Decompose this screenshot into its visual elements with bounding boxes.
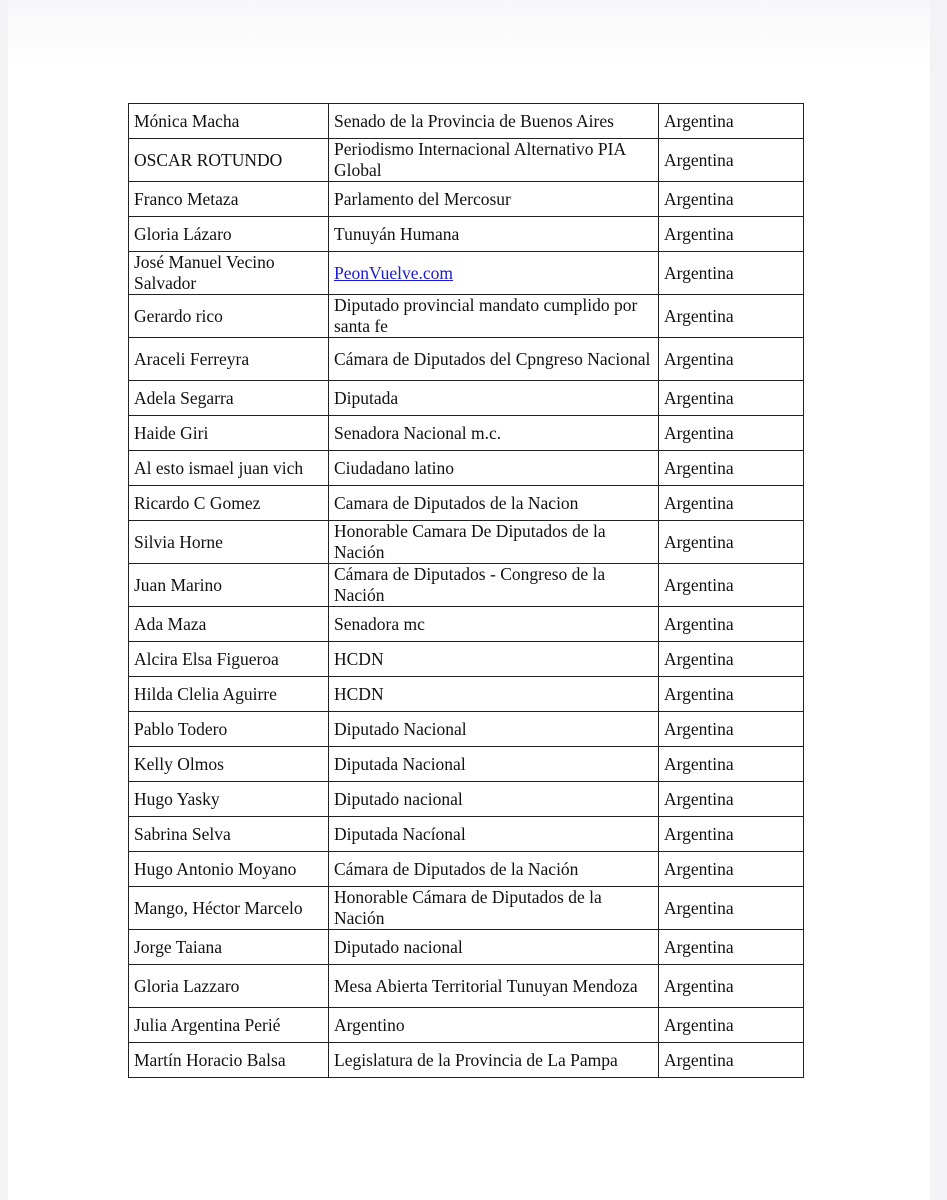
country-cell: Argentina bbox=[659, 139, 804, 182]
organization-cell: Legislatura de la Provincia de La Pampa bbox=[329, 1043, 659, 1078]
organization-cell: Ciudadano latino bbox=[329, 451, 659, 486]
country-cell: Argentina bbox=[659, 252, 804, 295]
name-cell: Mónica Macha bbox=[129, 104, 329, 139]
table-row bbox=[129, 451, 804, 486]
country-cell: Argentina bbox=[659, 930, 804, 965]
peonvuelve-link[interactable]: PeonVuelve.com bbox=[334, 262, 453, 283]
signatories-table bbox=[128, 103, 804, 1078]
table-row bbox=[129, 521, 804, 564]
name-cell: Mango, Héctor Marcelo bbox=[129, 887, 329, 930]
country-cell: Argentina bbox=[659, 747, 804, 782]
organization-cell: Senado de la Provincia de Buenos Aires bbox=[329, 104, 659, 139]
organization-cell: Honorable Cámara de Diputados de la Nación bbox=[329, 887, 659, 930]
country-cell: Argentina bbox=[659, 217, 804, 252]
table-row bbox=[129, 381, 804, 416]
organization-cell: Senadora Nacional m.c. bbox=[329, 416, 659, 451]
name-cell: Pablo Todero bbox=[129, 712, 329, 747]
name-cell: Juan Marino bbox=[129, 564, 329, 607]
country-cell: Argentina bbox=[659, 1008, 804, 1043]
table-row bbox=[129, 817, 804, 852]
country-cell: Argentina bbox=[659, 338, 804, 381]
organization-cell: Diputado Nacional bbox=[329, 712, 659, 747]
country-cell: Argentina bbox=[659, 416, 804, 451]
name-cell: Al esto ismael juan vich bbox=[129, 451, 329, 486]
name-cell: Franco Metaza bbox=[129, 182, 329, 217]
table-row bbox=[129, 852, 804, 887]
organization-cell: Camara de Diputados de la Nacion bbox=[329, 486, 659, 521]
name-cell: Gloria Lazzaro bbox=[129, 965, 329, 1008]
table-row bbox=[129, 747, 804, 782]
table-row bbox=[129, 139, 804, 182]
name-cell: Silvia Horne bbox=[129, 521, 329, 564]
country-cell: Argentina bbox=[659, 564, 804, 607]
table-row bbox=[129, 607, 804, 642]
country-cell: Argentina bbox=[659, 521, 804, 564]
name-cell: Araceli Ferreyra bbox=[129, 338, 329, 381]
name-cell: Gloria Lázaro bbox=[129, 217, 329, 252]
name-cell: Hugo Yasky bbox=[129, 782, 329, 817]
organization-cell: Cámara de Diputados del Cpngreso Nacional bbox=[329, 338, 659, 381]
organization-cell: Diputada Nacíonal bbox=[329, 817, 659, 852]
table-row bbox=[129, 965, 804, 1008]
country-cell: Argentina bbox=[659, 712, 804, 747]
table-row bbox=[129, 338, 804, 381]
table-row bbox=[129, 182, 804, 217]
country-cell: Argentina bbox=[659, 677, 804, 712]
table-row bbox=[129, 564, 804, 607]
name-cell: Hugo Antonio Moyano bbox=[129, 852, 329, 887]
organization-cell: Senadora mc bbox=[329, 607, 659, 642]
organization-cell: Tunuyán Humana bbox=[329, 217, 659, 252]
name-cell: Ricardo C Gomez bbox=[129, 486, 329, 521]
name-cell: José Manuel Vecino Salvador bbox=[129, 252, 329, 295]
organization-cell: Honorable Camara De Diputados de la Nación bbox=[329, 521, 659, 564]
name-cell: Gerardo rico bbox=[129, 295, 329, 338]
table-row bbox=[129, 217, 804, 252]
country-cell: Argentina bbox=[659, 1043, 804, 1078]
table-row bbox=[129, 1008, 804, 1043]
country-cell: Argentina bbox=[659, 486, 804, 521]
country-cell: Argentina bbox=[659, 817, 804, 852]
country-cell: Argentina bbox=[659, 295, 804, 338]
table-row bbox=[129, 1043, 804, 1078]
organization-cell: HCDN bbox=[329, 642, 659, 677]
country-cell: Argentina bbox=[659, 887, 804, 930]
table-row bbox=[129, 930, 804, 965]
country-cell: Argentina bbox=[659, 607, 804, 642]
organization-cell: Cámara de Diputados de la Nación bbox=[329, 852, 659, 887]
country-cell: Argentina bbox=[659, 381, 804, 416]
organization-cell: Diputada Nacional bbox=[329, 747, 659, 782]
name-cell: Jorge Taiana bbox=[129, 930, 329, 965]
name-cell: Hilda Clelia Aguirre bbox=[129, 677, 329, 712]
table-row bbox=[129, 782, 804, 817]
country-cell: Argentina bbox=[659, 965, 804, 1008]
name-cell: Sabrina Selva bbox=[129, 817, 329, 852]
name-cell: Ada Maza bbox=[129, 607, 329, 642]
name-cell: Haide Giri bbox=[129, 416, 329, 451]
organization-cell: Mesa Abierta Territorial Tunuyan Mendoza bbox=[329, 965, 659, 1008]
country-cell: Argentina bbox=[659, 182, 804, 217]
organization-cell: Parlamento del Mercosur bbox=[329, 182, 659, 217]
country-cell: Argentina bbox=[659, 782, 804, 817]
organization-cell bbox=[329, 252, 659, 295]
country-cell: Argentina bbox=[659, 104, 804, 139]
name-cell: Alcira Elsa Figueroa bbox=[129, 642, 329, 677]
country-cell: Argentina bbox=[659, 451, 804, 486]
organization-cell: HCDN bbox=[329, 677, 659, 712]
table-row bbox=[129, 252, 804, 295]
name-cell: Julia Argentina Perié bbox=[129, 1008, 329, 1043]
table-row bbox=[129, 887, 804, 930]
table-row bbox=[129, 416, 804, 451]
country-cell: Argentina bbox=[659, 642, 804, 677]
name-cell: Martín Horacio Balsa bbox=[129, 1043, 329, 1078]
name-cell: Kelly Olmos bbox=[129, 747, 329, 782]
organization-cell: Periodismo Internacional Alternativo PIA Global bbox=[329, 139, 659, 182]
country-cell: Argentina bbox=[659, 852, 804, 887]
signatories-table-body bbox=[129, 104, 804, 1078]
table-row bbox=[129, 712, 804, 747]
organization-cell: Diputada bbox=[329, 381, 659, 416]
organization-cell: Argentino bbox=[329, 1008, 659, 1043]
name-cell: Adela Segarra bbox=[129, 381, 329, 416]
table-row bbox=[129, 677, 804, 712]
page-top-shade bbox=[8, 0, 930, 70]
organization-cell: Cámara de Diputados - Congreso de la Nación bbox=[329, 564, 659, 607]
table-row bbox=[129, 642, 804, 677]
table-row bbox=[129, 104, 804, 139]
organization-cell: Diputado nacional bbox=[329, 930, 659, 965]
table-row bbox=[129, 295, 804, 338]
organization-cell: Diputado nacional bbox=[329, 782, 659, 817]
name-cell: OSCAR ROTUNDO bbox=[129, 139, 329, 182]
table-row bbox=[129, 486, 804, 521]
organization-cell: Diputado provincial mandato cumplido por santa fe bbox=[329, 295, 659, 338]
